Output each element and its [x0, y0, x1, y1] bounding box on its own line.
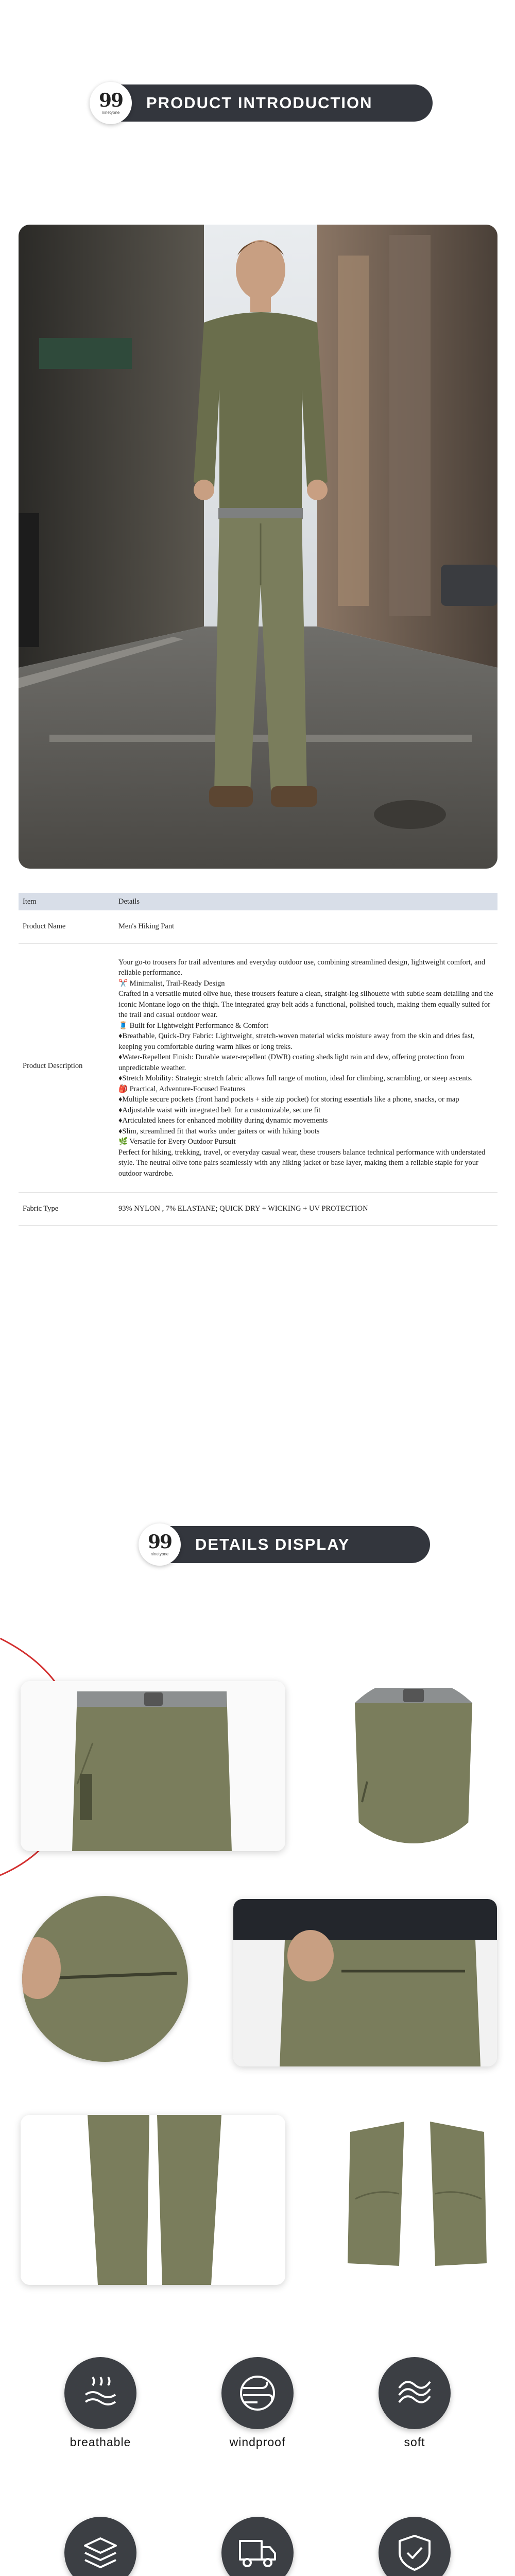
- desc-line: 🧵 Built for Lightweight Performance & Comfort: [118, 1021, 269, 1030]
- detail-hand-pocket-image: [233, 1899, 497, 2066]
- desc-line: Perfect for hiking, trekking, travel, or everyday casual wear, these trousers balance technical performance with understated style. The neutral olive tone pairs seamlessly with any hiking jacket or base layer, making them a reliable staple for your outdoor wardrobe.: [118, 1148, 486, 1178]
- desc-line: ♦Multiple secure pockets (front hand pockets + side zip pocket) for storing essentials like a phone, snacks, or map: [118, 1095, 459, 1104]
- brand-logo: [90, 82, 132, 124]
- section-header-details: [142, 1526, 430, 1563]
- table-row: [19, 943, 497, 1193]
- desc-line: ♦Water-Repellent Finish: Durable water-repellent (DWR) coating sheds light rain and dew, offering protection from unpredictable weather.: [118, 1053, 465, 1072]
- brand-logo-text: ninetyone: [150, 1551, 169, 1556]
- feature-label: soft: [404, 2435, 425, 2449]
- detail-knee-image: [335, 2122, 500, 2271]
- feature-windproof: [206, 2357, 309, 2449]
- hero-product-photo: [19, 225, 497, 869]
- detail-waist-back-image: [331, 1679, 496, 1843]
- desc-line: ♦Breathable, Quick-Dry Fabric: Lightweight, stretch-woven material wicks moisture away from the skin and dries fast, keeping you comfortable during warm hikes or long treks.: [118, 1032, 475, 1051]
- desc-line: Your go-to trousers for trail adventures and everyday outdoor use, combining streamlined design, lightweight comfort, and reliable performance.: [118, 958, 486, 977]
- feature-breathable: [49, 2357, 152, 2449]
- fabric-type-value: 93% NYLON , 7% ELASTANE; QUICK DRY + WICKING + UV PROTECTION: [114, 1193, 497, 1226]
- section-header-intro: [93, 84, 433, 122]
- desc-line: Crafted in a versatile muted olive hue, these trousers feature a clean, straight-leg silhouette with subtle seam detailing and the iconic Montane logo on the thigh. The integrated gray belt adds a functional, polished touch, making them equally suited for the trail and casual outdoor wear.: [118, 990, 493, 1019]
- brand-logo: [139, 1523, 181, 1566]
- feature-quality-assurance: [363, 2517, 466, 2576]
- brand-logo-number: 99: [147, 1531, 172, 1553]
- table-header-item: Item: [19, 893, 114, 910]
- feature-spot-quick-delivery: [206, 2517, 309, 2576]
- desc-line: 🎒 Practical, Adventure-Focused Features: [118, 1084, 245, 1093]
- feature-label: breathable: [70, 2435, 131, 2449]
- table-row: [19, 910, 497, 943]
- detail-zip-pocket-image: [22, 1896, 188, 2062]
- product-description-value: [114, 943, 497, 1193]
- soft-icon: [379, 2357, 451, 2429]
- feature-label: windproof: [229, 2435, 286, 2449]
- desc-line: ♦Slim, streamlined fit that works under gaiters or with hiking boots: [118, 1127, 320, 1136]
- desc-line: ♦Stretch Mobility: Strategic stretch fabric allows full range of motion, ideal for climbing, scrambling, or steep ascents.: [118, 1074, 473, 1082]
- product-description-label: Product Description: [19, 943, 114, 1193]
- breathable-icon: [64, 2357, 136, 2429]
- section-title: DETAILS DISPLAY: [195, 1535, 350, 1553]
- brand-logo-number: 99: [98, 89, 123, 111]
- detail-waist-front-image: [21, 1681, 285, 1851]
- product-name-label: Product Name: [19, 910, 114, 943]
- spec-table: [19, 893, 497, 1226]
- table-header-row: [19, 893, 497, 910]
- feature-thickened-material: [49, 2517, 152, 2576]
- fabric-type-label: Fabric Type: [19, 1193, 114, 1226]
- shield-check-icon: [379, 2517, 451, 2576]
- detail-legs-image: [21, 2115, 285, 2285]
- feature-soft: [363, 2357, 466, 2449]
- windproof-icon: [221, 2357, 294, 2429]
- product-name-value: Men's Hiking Pant: [114, 910, 497, 943]
- layers-icon: [64, 2517, 136, 2576]
- desc-line: ♦Adjustable waist with integrated belt for a customizable, secure fit: [118, 1106, 321, 1114]
- desc-line: 🌿 Versatile for Every Outdoor Pursuit: [118, 1138, 236, 1146]
- section-title: PRODUCT INTRODUCTION: [146, 94, 373, 112]
- delivery-truck-icon: [221, 2517, 294, 2576]
- table-row: [19, 1193, 497, 1226]
- desc-line: ✂️ Minimalist, Trail-Ready Design: [118, 979, 225, 988]
- desc-line: ♦Articulated knees for enhanced mobility during dynamic movements: [118, 1116, 328, 1125]
- brand-logo-text: ninetyone: [101, 110, 120, 115]
- table-header-details: Details: [114, 893, 497, 910]
